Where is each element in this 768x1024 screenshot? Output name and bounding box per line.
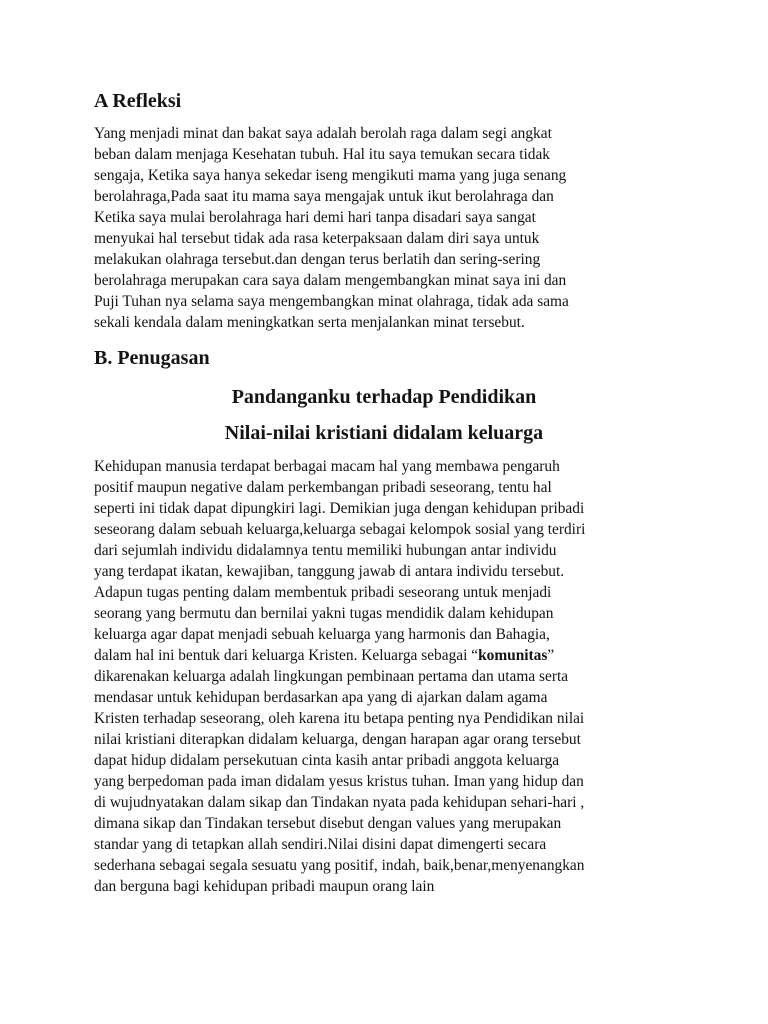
text-line: di wujudnyatakan dalam sikap dan Tindakan nyata pada kehidupan sehari-hari , — [94, 794, 585, 811]
text-line: beban dalam menjaga Kesehatan tubuh. Hal itu saya temukan secara tidak — [94, 146, 550, 163]
text-line: yang berpedoman pada iman didalam yesus kristus tuhan. Iman yang hidup dan — [94, 773, 584, 790]
text-line: Adapun tugas penting dalam membentuk pribadi seseorang untuk menjadi — [94, 584, 552, 601]
text-line: sekali kendala dalam meningkatkan serta menjalankan minat tersebut. — [94, 314, 525, 331]
text-line: mendasar untuk kehidupan berdasarkan apa yang di ajarkan dalam agama — [94, 689, 548, 706]
text-line-komunitas — [94, 645, 585, 666]
essay-title-line-1: Pandanganku terhadap Pendidikan — [231, 386, 537, 408]
section-a-paragraph — [94, 123, 569, 333]
komunitas-prefix: dalam hal ini bentuk dari keluarga Kristen. Keluarga sebagai “ — [94, 647, 479, 664]
section-a-heading: A Refleksi — [94, 90, 182, 112]
text-line: berolahraga merupakan cara saya dalam mengembangkan minat saya ini dan — [94, 272, 567, 289]
essay-title-line-2: Nilai-nilai kristiani didalam keluarga — [224, 422, 544, 444]
text-line: dapat hidup didalam persekutuan cinta kasih antar pribadi anggota keluarga — [94, 752, 560, 769]
text-line: seseorang dalam sebuah keluarga,keluarga sebagai kelompok sosial yang terdiri — [94, 521, 586, 538]
text-line: berolahraga,Pada saat itu mama saya mengajak untuk ikut berolahraga dan — [94, 188, 554, 205]
text-line: seperti ini tidak dapat dipungkiri lagi. Demikian juga dengan kehidupan pribadi — [94, 500, 585, 517]
text-line: melakukan olahraga tersebut.dan dengan terus berlatih dan sering-sering — [94, 251, 541, 268]
text-line: yang terdapat ikatan, kewajiban, tanggung jawab di antara individu tersebut. — [94, 563, 565, 580]
text-line: keluarga agar dapat menjadi sebuah keluarga yang harmonis dan Bahagia, — [94, 626, 550, 643]
text-line: nilai kristiani diterapkan didalam keluarga, dengan harapan agar orang tersebut — [94, 731, 581, 748]
text-line: Kristen terhadap seseorang, oleh karena itu betapa penting nya Pendidikan nilai — [94, 710, 585, 727]
text-line: dari sejumlah individu didalamnya tentu memiliki hubungan antar individu — [94, 542, 557, 559]
komunitas-word: komunitas — [478, 647, 548, 664]
komunitas-suffix: ” — [547, 647, 555, 664]
text-line: menyukai hal tersebut tidak ada rasa keterpaksaan dalam diri saya untuk — [94, 230, 540, 247]
text-line: dikarenakan keluarga adalah lingkungan pembinaan pertama dan utama serta — [94, 668, 569, 685]
text-line: dan berguna bagi kehidupan pribadi maupun orang lain — [94, 878, 435, 895]
text-line: positif maupun negative dalam perkembangan pribadi seseorang, tentu hal — [94, 479, 552, 496]
text-line: dimana sikap dan Tindakan tersebut disebut dengan values yang merupakan — [94, 815, 562, 832]
section-b-heading: B. Penugasan — [94, 347, 210, 369]
text-line: Kehidupan manusia terdapat berbagai macam hal yang membawa pengaruh — [94, 458, 560, 475]
text-line: Puji Tuhan nya selama saya mengembangkan minat olahraga, tidak ada sama — [94, 293, 569, 310]
section-b-paragraph — [94, 456, 585, 897]
text-line: Ketika saya mulai berolahraga hari demi hari tanpa disadari saya sangat — [94, 209, 536, 226]
text-line: sengaja, Ketika saya hanya sekedar iseng mengikuti mama yang juga senang — [94, 167, 567, 184]
text-line: sederhana sebagai segala sesuatu yang positif, indah, baik,benar,menyenangkan — [94, 857, 585, 874]
text-line: seorang yang bermutu dan bernilai yakni tugas mendidik dalam kehidupan — [94, 605, 554, 622]
text-line: standar yang di tetapkan allah sendiri.Nilai disini dapat dimengerti secara — [94, 836, 547, 853]
text-line: Yang menjadi minat dan bakat saya adalah berolah raga dalam segi angkat — [94, 125, 552, 142]
